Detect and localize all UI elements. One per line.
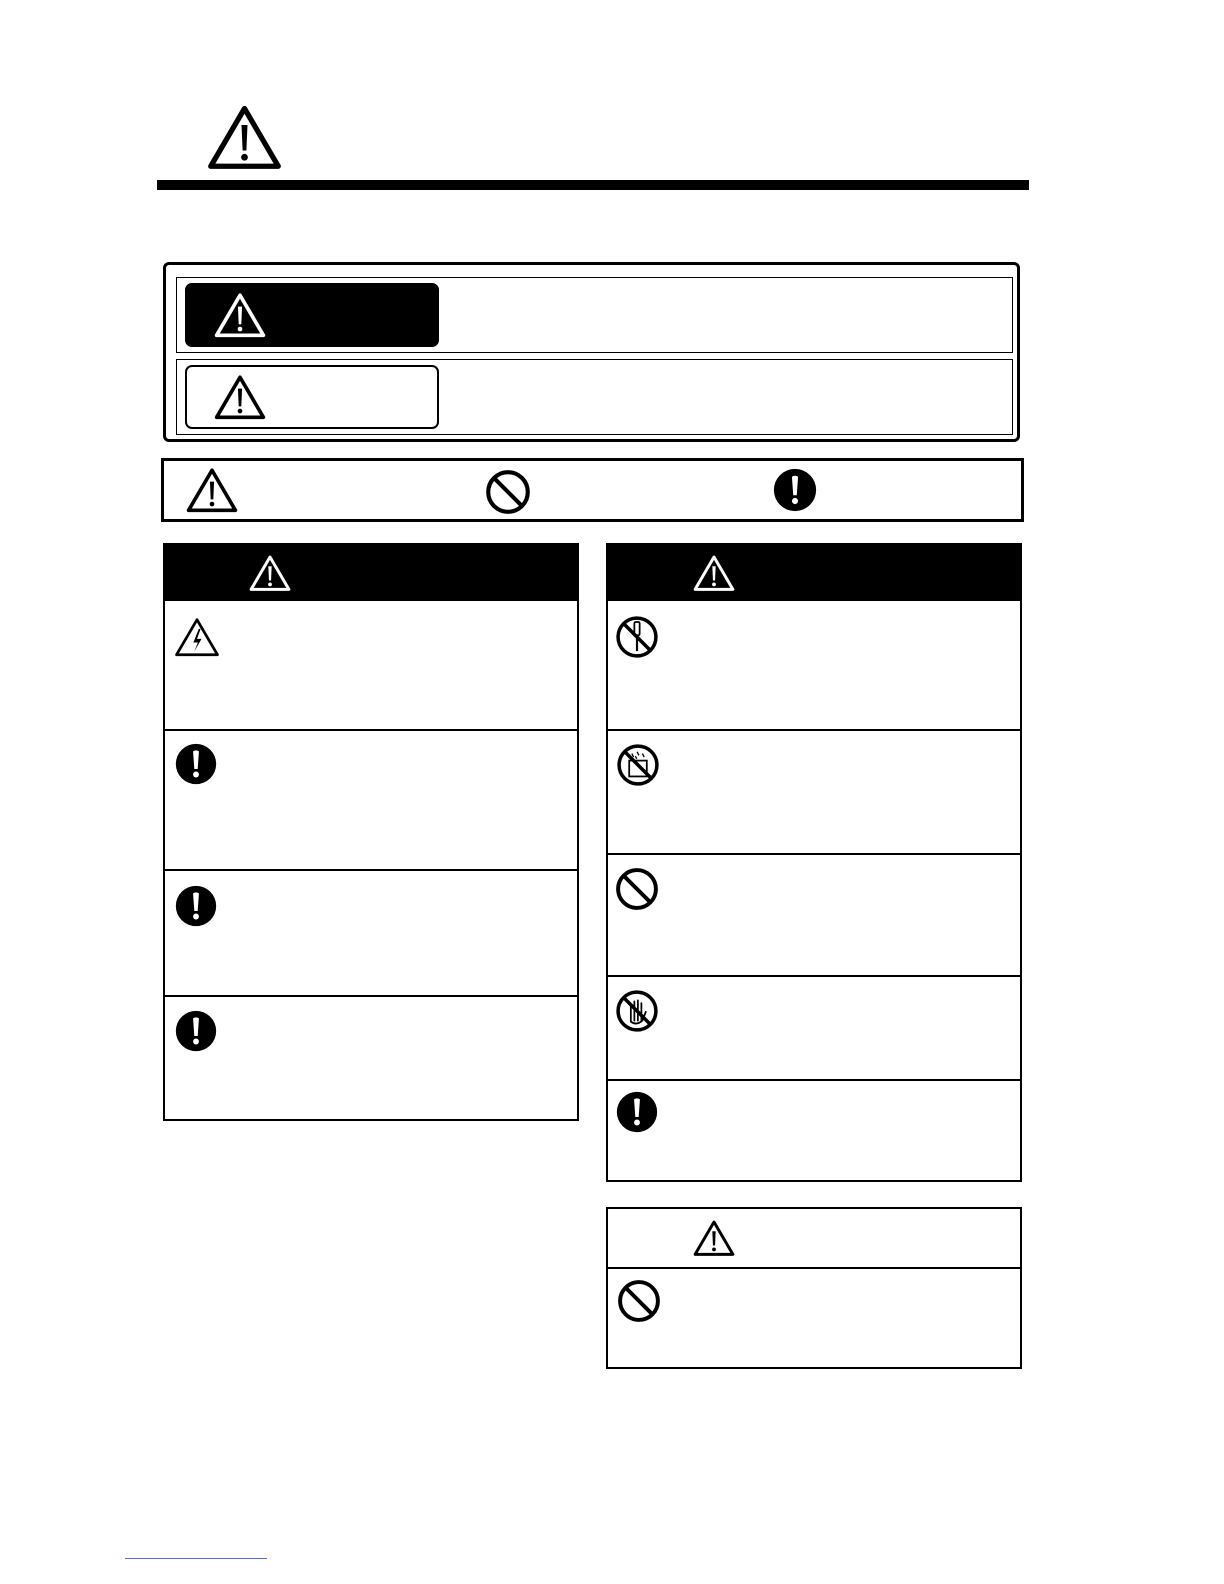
prohibited-circle-icon bbox=[617, 1279, 661, 1323]
warning-label-pill bbox=[185, 283, 439, 347]
caution-panel bbox=[606, 1207, 1022, 1369]
list-item bbox=[608, 601, 1020, 729]
warning-triangle-icon bbox=[693, 554, 735, 592]
warning-triangle-icon bbox=[214, 292, 266, 338]
right-warning-panel bbox=[606, 543, 1022, 1182]
list-item bbox=[608, 853, 1020, 975]
panel-header bbox=[608, 1209, 1020, 1269]
footer-link-underline[interactable] bbox=[125, 1558, 267, 1559]
list-item bbox=[165, 995, 577, 1119]
legend-row-caution bbox=[176, 359, 1013, 435]
mandatory-exclamation-icon bbox=[773, 468, 817, 512]
header-warning-icon bbox=[207, 104, 282, 170]
title-rule bbox=[157, 180, 1029, 190]
no-disassembly-icon bbox=[615, 615, 659, 659]
list-item bbox=[608, 1267, 1020, 1367]
list-item bbox=[608, 975, 1020, 1079]
electric-shock-warning-icon bbox=[174, 617, 220, 657]
prohibited-circle-icon bbox=[615, 867, 659, 911]
list-item bbox=[165, 601, 577, 729]
signal-word-legend bbox=[163, 262, 1020, 442]
list-item bbox=[608, 1079, 1020, 1180]
legend-row-warning bbox=[176, 277, 1013, 353]
panel-header bbox=[165, 545, 577, 601]
mandatory-exclamation-icon bbox=[175, 743, 217, 785]
mandatory-exclamation-icon bbox=[175, 1010, 217, 1052]
caution-label-pill bbox=[185, 365, 439, 429]
no-water-icon bbox=[616, 743, 660, 787]
caution-triangle-icon bbox=[214, 374, 266, 420]
list-item bbox=[608, 729, 1020, 853]
prohibited-circle-icon bbox=[485, 469, 531, 515]
warning-triangle-icon bbox=[249, 554, 291, 592]
no-touch-icon bbox=[615, 989, 659, 1033]
warning-triangle-icon bbox=[186, 467, 238, 513]
left-warning-panel bbox=[163, 543, 579, 1121]
mandatory-exclamation-icon bbox=[175, 885, 217, 927]
caution-triangle-icon bbox=[693, 1219, 735, 1257]
mandatory-exclamation-icon bbox=[616, 1091, 658, 1133]
list-item bbox=[165, 729, 577, 869]
panel-header bbox=[608, 545, 1020, 601]
list-item bbox=[165, 869, 577, 995]
symbol-meaning-strip bbox=[161, 458, 1024, 522]
